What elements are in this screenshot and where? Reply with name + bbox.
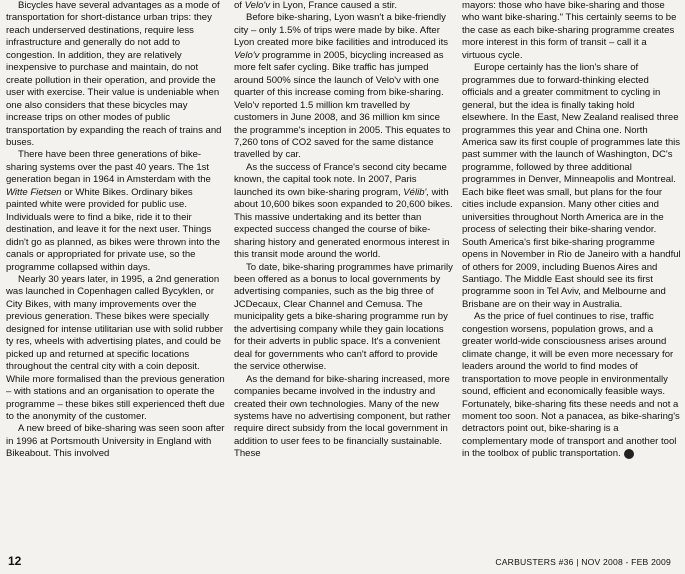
emphasis: Vélib', <box>403 186 429 198</box>
paragraph <box>6 149 225 274</box>
column-1 <box>6 0 225 548</box>
page-number: 12 <box>8 554 22 568</box>
paragraph: A new breed of bike-sharing was seen soon after in 1996 at Portsmouth University in England with Bikeabout. This involved <box>6 423 225 460</box>
paragraph: Nearly 30 years later, in 1995, a 2nd generation was launched in Copenhagen called Bycyklen, or City Bikes, with many improvements over the previous generation. These bikes were specially designed for intense utilitarian use with solid rubber ty res, wheels with advertising plates, and could be picked up and returned at specific locations throughout the central city with a coin deposit. While more formalised than the previous generation – with stations and an organisation to operate the programme – these bikes still experienced theft due to the anonymity of the customer. <box>6 273 225 422</box>
column-2 <box>234 0 453 548</box>
text-run: Before bike-sharing, Lyon wasn't a bike-friendly city – only 1.5% of trips were made by bike. After Lyon created more bike facilities and introduced its <box>234 12 449 49</box>
column-3 <box>462 0 681 548</box>
text-run: There have been three generations of bike-sharing systems over the past 40 years. The 1st generation began in 1964 in Amsterdam with the <box>6 149 211 186</box>
text-run: As the price of fuel continues to rise, traffic congestion worsens, population grows, and a greater world-wide consciousness arises around climate change, it will be even more necessary for leaders around the world to find modes of transportation to move people in environmentally sound, efficient and economically feasible ways. Fortunately, bike-sharing fits these needs and not a moment too soon. Not a panacea, as bike-sharing's detractors point out, bike-sharing is a complementary mode of transport and another tool in the toolbox of public transportation. <box>462 311 680 460</box>
paragraph <box>234 12 453 161</box>
paragraph: As the demand for bike-sharing increased, more companies became involved in the industry and created their own technologies. Many of the new systems have no advertising component, but rather require direct subsidy from the local government in addition to user fees to be financially sustainable. These <box>234 373 451 460</box>
paragraph: Bicycles have several advantages as a mode of transportation for short-distance urban trips: they reach underserved destinations, require less infrastructure and generally do not add to congestion. In addition, they are relatively inexpensive to purchase and maintain, do not create pollution in their operation, and provide the user with exercise. Their value is undeniable when one also considers that these bicycles may increase trips on other modes of public transportation by expanding the reach of trains and buses. <box>6 0 222 148</box>
page-footer <box>0 548 685 574</box>
paragraph: Europe certainly has the lion's share of programmes due to forward-thinking elected officials and a greater commitment to cycling in general, but the idea is finally taking hold elsewhere. In the East, New Zealand realised three programmes this year and China one. North America saw its first couple of programmes late this past summer with the launch of Washington, DC's programme, followed by three additional programmes in Denver, Minneapolis and Montreal. Each bike fleet was small, but plans for the four cities include expansion. Many other cities and universities throughout North America are in the process of selecting their bike-sharing vendor. South America's first bike-sharing programme opens in November in Rio de Janeiro with a handful of others for 2009, including Buenos Aires and Santiago. The Middle East should see its first programme soon in Tel Aviv, and Melbourne and Brisbane are on their way in Australia. <box>462 62 681 310</box>
text-run: with about 10,600 bikes soon expanded to 20,600 bikes. This massive undertaking and its better than expected success changed the course of bike-sharing history and generated enormous interest in this transit mode around the world. <box>234 186 453 261</box>
article-columns <box>6 0 681 548</box>
issue-info: CARBUSTERS #36 | NOV 2008 - FEB 2009 <box>495 557 671 567</box>
text-run: in Lyon, France caused a stir. <box>269 0 397 11</box>
text-run: programme in 2005, bicycling increased as more felt safer cycling. Bike traffic has jumped around 500% since the launch of Velo'v with one quarter of this increase coming from bike-sharing. Velo'v reported 1.5 million km travelled by customers in June 2008, and 36 million km since the programme's inception in 2005. This equates to 7,260 tons of CO2 saved for the same distance travelled by car. <box>234 49 451 161</box>
paragraph: To date, bike-sharing programmes have primarily been offered as a bonus to local governments by advertising companies, such as the big three of JCDecaux, Clear Channel and Cemusa. The municipality gets a bike-sharing programme run by the advertising company while they gain locations for their adverts in public space. It's a convenient deal for governments who can't afford to provide the service otherwise. <box>234 261 453 373</box>
text-run: of <box>234 0 245 11</box>
emphasis: Witte Fietsen <box>6 186 62 198</box>
paragraph: mayors: those who have bike-sharing and those who want bike-sharing." This certainly seems to be the case as each bike-sharing programme creates more interest in this form of transit – call it a virtuous cycle. <box>462 0 677 61</box>
carbusters-logo-icon <box>624 449 634 459</box>
text-run: or White Bikes. Ordinary bikes painted white were provided for public use. Individuals were to find a bike, ride it to their destination, and leave it for the next user. Things didn't go as planned, as bikes were thrown into the canals or appropriated for private use, so the programme collapsed within days. <box>6 186 221 273</box>
paragraph <box>462 311 681 460</box>
paragraph <box>234 162 453 262</box>
emphasis: Velo'v <box>244 0 270 11</box>
text-run: As the success of France's second city became known, the capital took note. In 2007, Paris launched its own bike-sharing program, <box>234 161 447 198</box>
emphasis: Velo'v <box>234 49 260 61</box>
paragraph <box>234 0 453 12</box>
